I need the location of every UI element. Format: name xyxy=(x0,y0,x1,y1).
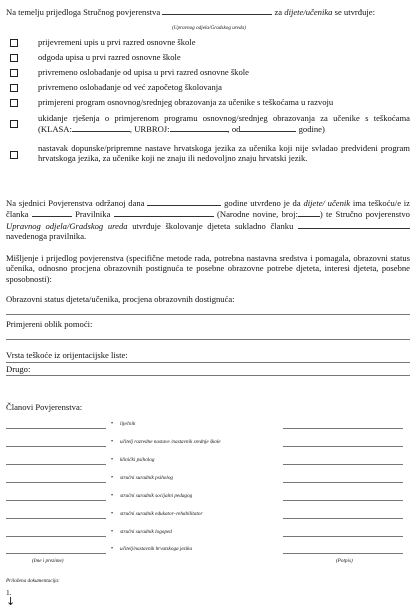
session-text: Pravilnika xyxy=(75,209,111,220)
signature-line[interactable] xyxy=(283,482,403,483)
option-checkbox[interactable] xyxy=(10,84,18,92)
godine-label: godine) xyxy=(298,124,325,135)
session-text: ima teškoću/e iz članka xyxy=(6,198,410,220)
status-label: Obrazovni status djeteta/učenika, procjena obrazovnih dostignuća: xyxy=(6,294,235,304)
bullet: • xyxy=(111,511,114,517)
option-label xyxy=(38,113,410,135)
session-text: utvrđuje školovanje djeteta sukladno članku xyxy=(127,220,294,231)
article-blank[interactable] xyxy=(32,208,72,217)
gazette-blank[interactable] xyxy=(298,208,320,217)
member-role: liječnik xyxy=(120,421,136,427)
bullet: • xyxy=(111,529,114,535)
session-text: dijete/ učenik xyxy=(303,198,351,208)
opinion-paragraph: Mišljenje i prijedlog povjerenstva (specifične metode rada, potrebna nastavna sredstva i pomagala, obrazovni status učenika, odnosno procjena obrazovnih postignuća te posebne obrazovne potrebe djeteta, interesi djeteta, posebne sposobnosti): xyxy=(6,253,410,284)
option-checkbox[interactable] xyxy=(10,99,18,107)
program-label: Primjereni oblik pomoći: xyxy=(6,319,93,329)
member-role: klinički psiholog xyxy=(120,457,155,463)
signature-line[interactable] xyxy=(283,536,403,537)
option-label: privremeno oslobađanje od već započetog školovanja xyxy=(38,82,222,92)
intro-line xyxy=(6,6,412,17)
session-text: (Narodne novine, broj: xyxy=(217,209,298,220)
bullet: • xyxy=(111,439,114,445)
intro-prefix: Na temelju prijedloga Stručnog povjerenstva xyxy=(6,7,161,17)
session-text: Upravnog odjela/Gradskog ureda xyxy=(6,220,128,231)
date-blank[interactable] xyxy=(240,123,296,132)
other-label: Drugo: xyxy=(6,364,31,374)
session-text: ) te Stručno povjerenstvo xyxy=(319,209,410,220)
regulation-blank[interactable] xyxy=(114,208,214,217)
date-od-label: , od xyxy=(227,124,241,135)
urbroj-label: , URBROJ: xyxy=(129,124,170,135)
option-label: privremeno oslobađanje od upisa u prvi razred osnovne škole xyxy=(38,67,249,77)
session-text: Na sjednici Povjerenstva održanoj dana xyxy=(6,198,145,208)
member-role: učitelj/nastavnik hrvatskoga jezika xyxy=(120,546,193,552)
option-checkbox[interactable] xyxy=(10,151,18,159)
members-heading: Članovi Povjerenstva: xyxy=(6,402,83,412)
article-ref-blank[interactable] xyxy=(298,220,410,229)
klasa-label: (KLASA: xyxy=(38,124,72,135)
member-role: stručni suradnik psiholog xyxy=(120,475,174,481)
option-label: primjereni program osnovnog/srednjeg obrazovanja za učenike s teškoćama u razvoju xyxy=(38,97,334,107)
session-paragraph xyxy=(6,197,410,242)
member-role: stručni suradnik edukator–rehabilitator xyxy=(120,511,203,517)
name-line[interactable] xyxy=(6,518,106,519)
arrow-down-icon: ↓ xyxy=(6,595,16,608)
status-line[interactable] xyxy=(6,314,410,315)
member-role: učitelj razredne nastave /nastavnik srednje škole xyxy=(120,439,221,445)
signature-line[interactable] xyxy=(283,464,403,465)
other-line[interactable] xyxy=(6,375,410,376)
bullet: • xyxy=(111,457,114,463)
name-line[interactable] xyxy=(6,446,106,447)
option-label: prijevremeni upis u prvi razred osnovne škole xyxy=(38,37,196,47)
name-line[interactable] xyxy=(6,482,106,483)
intro-suffix-a: za xyxy=(274,7,285,17)
name-line[interactable] xyxy=(6,553,106,554)
option-checkbox[interactable] xyxy=(10,39,18,47)
name-line[interactable] xyxy=(6,464,106,465)
signature-line[interactable] xyxy=(283,518,403,519)
name-line[interactable] xyxy=(6,536,106,537)
signature-caption: (Potpis) xyxy=(336,558,353,564)
office-caption: (Upravnog odjela/Gradskog ureda) xyxy=(172,25,246,31)
urbroj-blank[interactable] xyxy=(170,123,228,132)
attachments-label: Priložena dokumentacija: xyxy=(6,578,60,584)
signature-line[interactable] xyxy=(283,553,403,554)
name-line[interactable] xyxy=(6,500,106,501)
name-line[interactable] xyxy=(6,428,106,429)
option-label: nastavak dopunske/pripremne nastave hrvatskoga jezika za učenika koji nije svladao predviđeni program hrvatskoga jezika, za učenike koji ne znaju ili nedovoljno znaju hrvatski jezik. xyxy=(38,143,410,164)
member-role: stručni suradnik socijalni pedagog xyxy=(120,493,193,499)
option-label-text: ukidanje rješenja o primjerenom programu osnovnog/srednjeg obrazovanja za učenike s teškoćama xyxy=(38,113,410,123)
difficulty-label: Vrsta teškoće iz orijentacijske liste: xyxy=(6,350,128,360)
session-date-blank[interactable] xyxy=(147,197,221,206)
option-checkbox[interactable] xyxy=(10,120,18,128)
office-blank[interactable] xyxy=(162,6,272,15)
member-role: stručni suradnik logoped xyxy=(120,529,172,535)
session-text: navedenoga pravilnika. xyxy=(6,231,87,242)
bullet: • xyxy=(111,546,114,552)
klasa-blank[interactable] xyxy=(72,123,130,132)
option-label: odgoda upisa u prvi razred osnovne škole xyxy=(38,52,181,62)
difficulty-line[interactable] xyxy=(6,362,410,363)
option-checkbox[interactable] xyxy=(10,54,18,62)
name-caption: (Ime i prezime) xyxy=(32,558,64,564)
signature-line[interactable] xyxy=(283,446,403,447)
option-checkbox[interactable] xyxy=(10,69,18,77)
program-line[interactable] xyxy=(6,339,410,340)
attachment-number: 1. xyxy=(6,588,12,597)
bullet: • xyxy=(111,421,114,427)
intro-suffix-b: se utvrđuje: xyxy=(332,7,375,17)
bullet: • xyxy=(111,475,114,481)
intro-suffix-italic: dijete/učenika xyxy=(284,7,333,17)
signature-line[interactable] xyxy=(283,428,403,429)
signature-line[interactable] xyxy=(283,500,403,501)
bullet: • xyxy=(111,493,114,499)
session-text: godine utvrđeno je da xyxy=(224,198,304,208)
